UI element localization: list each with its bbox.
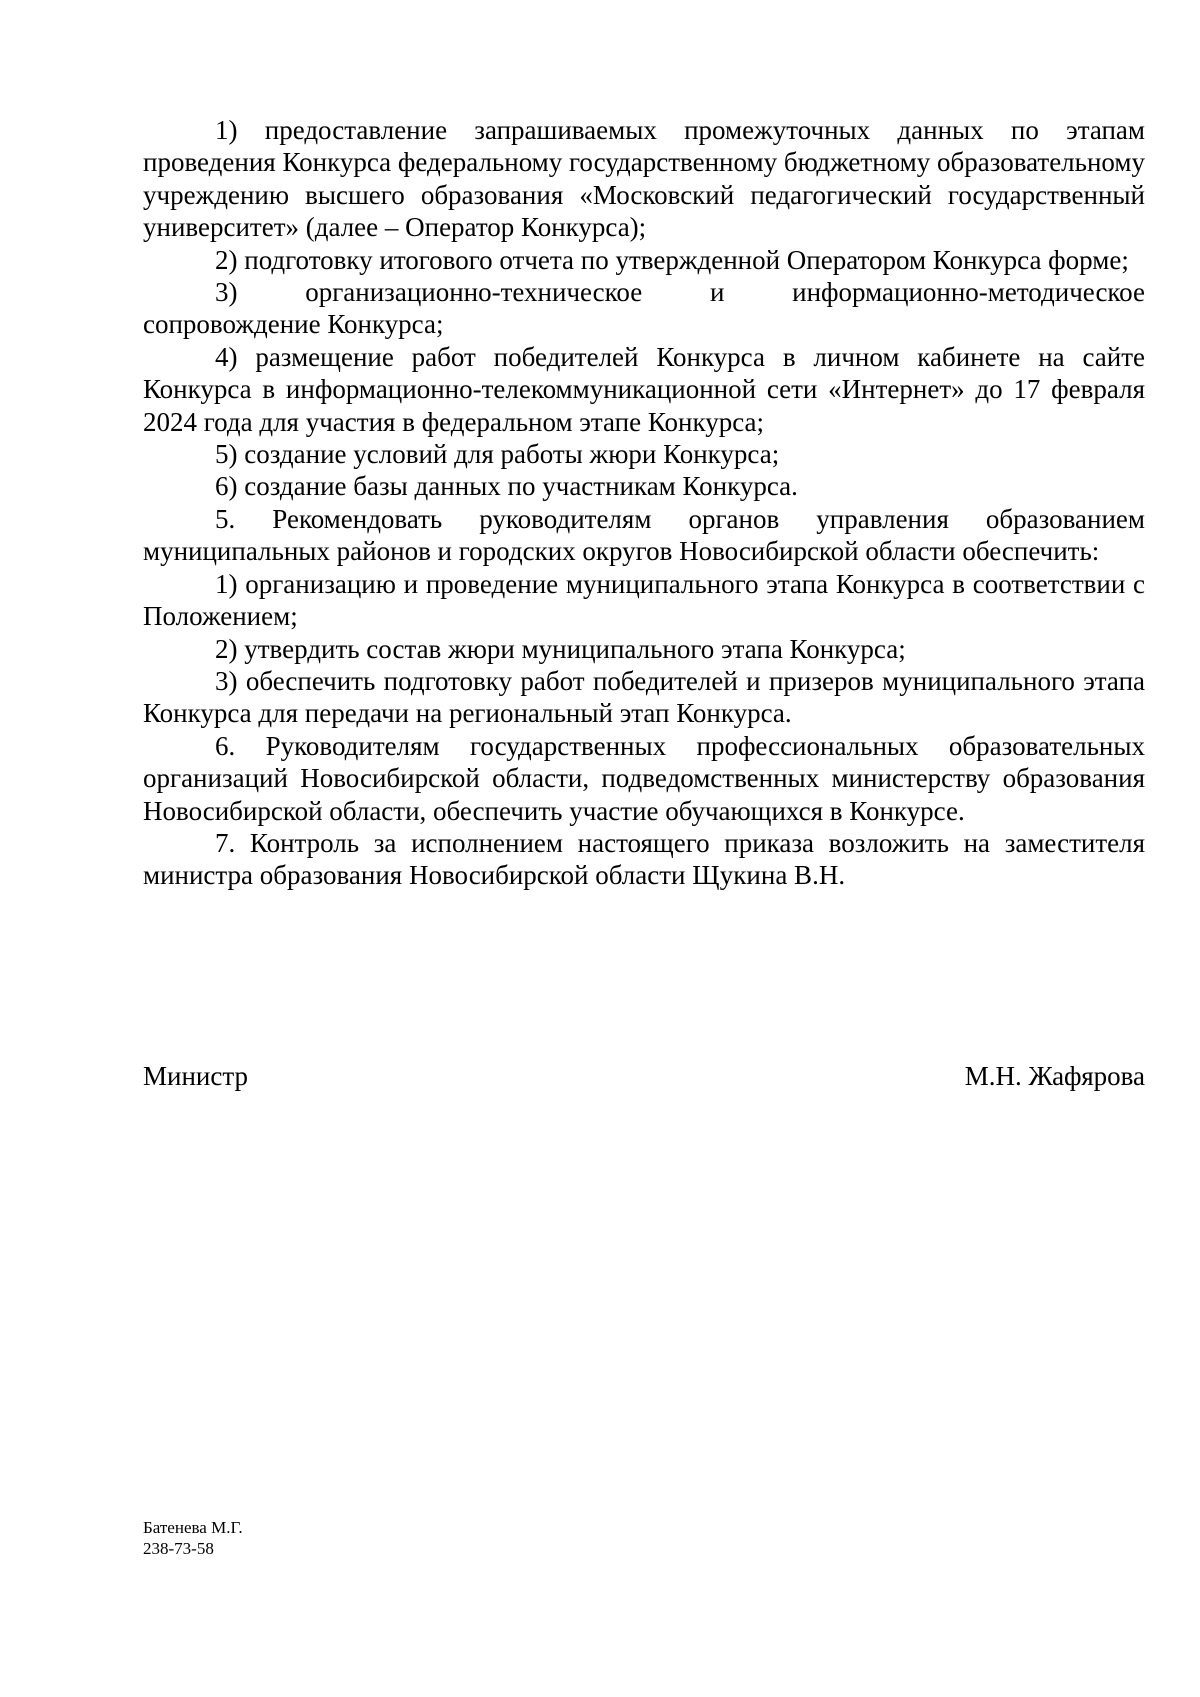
- executor-phone: 238-73-58: [143, 1539, 214, 1558]
- signatory-name: М.Н. Жафярова: [964, 1061, 1145, 1091]
- paragraph-item-3-support: 3) организационно-техническое и информационно-методическое сопровождение Конкурса;: [143, 277, 1145, 340]
- paragraph-item-1-data: 1) предоставление запрашиваемых промежуточных данных по этапам проведения Конкурса федеральному государственному бюджетному образовательному учреждению высшего образования «Московский педагогический государственный университет» (далее – Оператор Конкурса);: [143, 115, 1145, 243]
- paragraph-clause-5-item-3: 3) обеспечить подготовку работ победителей и призеров муниципального этапа Конкурса для передачи на региональный этап Конкурса.: [143, 665, 1145, 729]
- paragraph-clause-6: 6. Руководителям государственных профессиональных образовательных организаций Новосибирской области, подведомственных министерству образования Новосибирской области, обеспечить участие обучающихся в Конкурсе.: [143, 730, 1145, 826]
- paragraph-clause-7: 7. Контроль за исполнением настоящего приказа возложить на заместителя министра образования Новосибирской области Щукина В.Н.: [143, 827, 1145, 891]
- document-body: [143, 114, 1145, 892]
- paragraph-clause-5: 5. Рекомендовать руководителям органов управления образованием муниципальных районов и городских округов Новосибирской области обеспечить:: [143, 503, 1145, 567]
- paragraph-clause-5-item-1: 1) организацию и проведение муниципального этапа Конкурса в соответствии с Положением;: [143, 568, 1145, 632]
- paragraph-item-2-report: 2) подготовку итогового отчета по утвержденной Оператором Конкурса форме;: [215, 244, 1129, 275]
- paragraph-item-6-database: 6) создание базы данных по участникам Конкурса.: [215, 471, 798, 502]
- paragraph-item-5-jury-conditions: 5) создание условий для работы жюри Конкурса;: [215, 439, 780, 470]
- executor-block: [143, 1517, 243, 1559]
- signatory-position: Министр: [143, 1061, 248, 1091]
- paragraph-item-4-placement: 4) размещение работ победителей Конкурса в личном кабинете на сайте Конкурса в информационно-телекоммуникационной сети «Интернет» до 17 февраля 2024 года для участия в федеральном этапе Конкурса;: [143, 341, 1145, 437]
- executor-name: Батенева М.Г.: [143, 1518, 243, 1537]
- paragraph-clause-5-item-2: 2) утвердить состав жюри муниципального этапа Конкурса;: [215, 633, 906, 664]
